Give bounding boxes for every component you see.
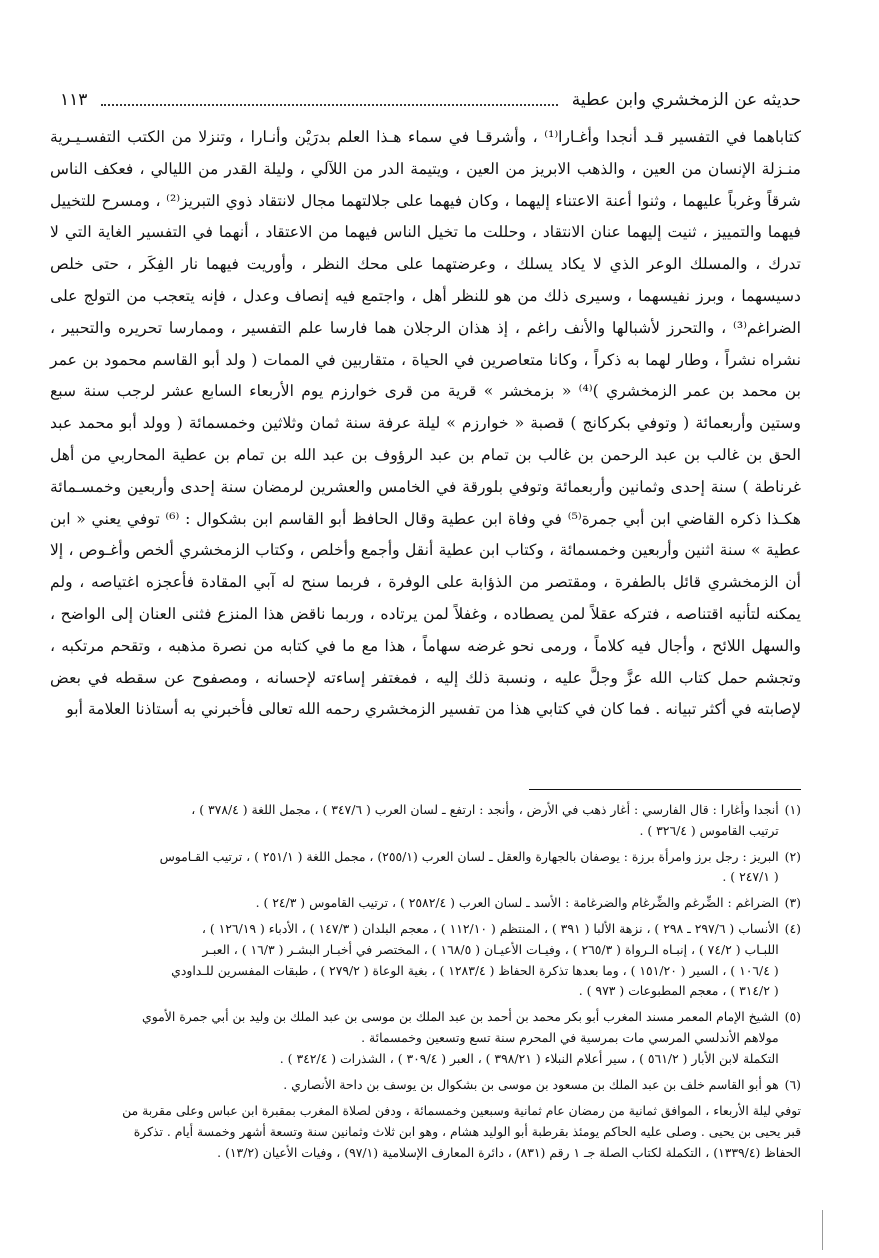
footnote-text — [50, 800, 779, 842]
footnote-number: (٦) — [784, 1076, 801, 1092]
footnote-number: (٤) — [784, 920, 801, 936]
footnote-6 — [50, 1075, 801, 1096]
footnote-line: البريز : رجل برز وامرأة برزة : يوصفان بالجهارة والعقل ـ لسان العرب (٢٥٥/١) ، مجمل اللغة ( ٢٥١/١ ) ، ترتيب القـاموس — [159, 848, 779, 864]
footnote-6-continuation — [50, 1101, 801, 1163]
footnote-line: أنجدا وأغارا : قال الفارسي : أغار ذهب في الأرض ، وأنجد : ارتفع ـ لسان العرب ( ٣٤٧/٦ ) ، مجمل اللغة ( ٣٧٨/٤ ) ، — [191, 802, 779, 817]
footnote-text — [50, 847, 779, 889]
footnote-1 — [50, 800, 801, 842]
main-text — [50, 122, 801, 726]
footnote-line: الأنساب ( ٢٩٧/٦ ـ ٢٩٨ ) ، نزهة الألبا ( ٣٩١ ) ، المنتظم ( ١١٢/١٠ ) ، معجم البلدان ( ١٤٧/٣ ) ، الأدباء ( ١٢٦/١٩ ) ، — [201, 920, 779, 936]
footnote-text — [50, 1007, 779, 1069]
footnote-number: (٢) — [784, 848, 801, 864]
footnote-5 — [50, 1007, 801, 1069]
footnote-3 — [50, 893, 801, 914]
footnote-line: ترتيب القاموس ( ٣٢٦/٤ ) . — [639, 822, 779, 838]
footnote-line: الحفاظ (١٣٣٩/٤) ، التكملة لكتاب الصلة جـ ١ رقم (٨٣١) ، دائرة المعارف الإسلامية (٩٧/١) ، وفيات الأعيان (١٣/٢) . — [217, 1144, 801, 1160]
footnote-4 — [50, 919, 801, 1002]
footnote-line: اللبـاب ( ٧٤/٢ ) ، إنبـاه الـرواة ( ٢٦٥/٣ ) ، وفيـات الأعيـان ( ١٦٨/٥ ) ، المختصر في أخبـار البشـر ( ١٦/٣ ) ، العبـر — [202, 941, 779, 957]
running-header — [60, 88, 801, 112]
footnote-line: هو أبو القاسم خلف بن عبد الملك بن مسعود بن موسى بن بشكوال بن يوسف بن داحة الأنصاري . — [283, 1076, 779, 1092]
footnote-separator — [529, 789, 801, 790]
leader-dots — [101, 104, 557, 106]
page-edge-mark — [822, 1210, 823, 1250]
footnote-number: (١) — [784, 802, 801, 817]
body-paragraph: كتاباهما في التفسير قـد أنجدا وأغـارا⁽¹⁾ ، وأشرقـا في سماء هـذا العلم بدرَيْن وأنـارا ، وتنزلا من الكتب التفسـيـرية منـزلة الإنسان من العين ، والذهب الابريز من العين ، ويتيمة الدر من اللآلي ، وليلة القدر من الليالي ، فعكف الناس شرقاً وغرباً عليهما ، وثنوا أعنة الاعتناء إليهما ، وكان فيهما على جلالتهما مجال لانتقاد ذوي التبريز⁽²⁾ ، ومسرح للتخييل فيهما والتمييز ، ثنيت إليهما عنان الانتقاد ، وحللت ما تخيل الناس فيهما من الاعتقاد ، أنهما في التفسير الغاية التي لا تدرك ، والمسلك الوعر الذي لا يكاد يسلك ، وعرضتهما على محك النظر ، وأوريت فيهما نار الفِكَر ، حتى خلص دسيسهما ، وبرز نفيسهما ، وسيرى ذلك من هو للنظر أهل ، واجتمع فيه إنصاف وعدل ، فإنه يتعجب من التولج على الضراغم⁽³⁾ ، والتحرز لأشبالها والأنف راغم ، إذ هذان الرجلان هما فارسا علم التفسير ، وممارسا تحريره والتحبير ، نشراه نشراً ، وطار لهما به ذكراً ، وكانا متعاصرين في الحياة ، متقاربين في الممات ( ولد أبو القاسم محمود بن عمر بن محمد بن عمر الزمخشري )⁽⁴⁾ « بزمخشر » قرية من قرى خوارزم يوم الأربعاء السابع عشر لرجب سنة سبع وستين وأربعمائة ( وتوفي بكركانج ) قصبة « خوارزم » ليلة عرفة سنة ثمان وثلاثين وخمسمائة ( وولد أبو محمد عبد الحق بن غالب بن عبد الرحمن بن غالب بن تمام بن عبد الرؤوف بن عبد الله بن تمام بن عطية المحاربي من أهل غرناطة ) سنة إحدى وثمانين وأربعمائة وتوفي بلورقة في الخامس والعشرين لرمضان سنة إحدى وأربعين وخمسـمائة هكـذا ذكره القاضي ابن أبي جمرة⁽⁵⁾ في وفاة ابن عطية وقال الحافظ أبو القاسم ابن بشكوال : ⁽⁶⁾ توفي يعني « ابن عطية » سنة اثنين وأربعين وخمسمائة ، وكتاب ابن عطية أنقل وأجمع وأخلص ، وكتاب الزمخشري ألخص وأغـوص ، إلا أن الزمخشري قائل بالطفرة ، ومقتصر من الذؤابة على الوفرة ، فربما سنح له آبي المقادة فأعجزه اغتياصه ، ولم يمكنه لتأنيه اقتناصه ، فتركه عقلاً لمن يصطاده ، وغفلاً لمن يرتاده ، وربما ناقض هذا المنزع فثنى العنان إلى الواضح ، والسهل اللائح ، وأجال فيه كلاماً ، ورمى نحو غرضه سهاماً ، هذا مع ما في كتابه من نصرة مذهبه ، وتقحم مرتكبه ، وتجشم حمل كتاب الله عزَّ وجلَّ عليه ، ونسبة ذلك إليه ، فمغتفر إساءته لإحسانه ، ومصفوح عن سقطه في بعض لإصابته في أكثر تبيانه . فما كان في كتابي هذا من تفسير الزمخشري رحمه الله تعالى فأخبرني به أستاذنا العلامة أبو — [50, 128, 801, 719]
footnote-number: (٥) — [784, 1009, 801, 1025]
running-title: حديثه عن الزمخشري وابن عطية — [571, 90, 801, 110]
footnote-text — [50, 893, 779, 914]
footnote-text — [50, 1075, 779, 1096]
footnote-text — [50, 919, 779, 1002]
page-number: ١١٣ — [60, 90, 88, 110]
footnote-line: التكملة لابن الأبار ( ٥٦١/٢ ) ، سير أعلام النبلاء ( ٣٩٨/٢١ ) ، العبر ( ٣٠٩/٤ ) ، الشذرات ( ٣٤٢/٤ ) . — [279, 1050, 779, 1066]
footnote-number: (٣) — [784, 895, 801, 911]
footnote-line: ( ٢٤٧/١ ) . — [722, 869, 779, 885]
footnote-line: الضراغم : الضِّرغم والضِّرغام والضرغامة : الأسد ـ لسان العرب ( ٢٥٨٢/٤ ) ، ترتيب القاموس ( ٢٤/٣ ) . — [255, 895, 779, 911]
footnotes — [50, 800, 801, 1164]
footnote-2 — [50, 847, 801, 889]
footnote-line: مولاهم الأندلسي المرسي مات بمرسية في المحرم سنة تسع وتسعين وخمسمائة . — [361, 1029, 779, 1045]
footnote-line: ( ١٠٦/٤ ) ، السير ( ١٥١/٢٠ ) ، وما بعدها تذكرة الحفاظ ( ١٢٨٣/٤ ) ، بغية الوعاة ( ٢٧٩/٢ ) ، طبقات المفسرين للـداودي — [171, 962, 779, 978]
footnote-line: ( ٣١٤/٢ ) ، معجم المطبوعات ( ٩٧٣ ) . — [578, 983, 779, 999]
footnote-line: توفي ليلة الأربعاء ، الموافق ثمانية من رمضان عام ثمانية وسبعين وخمسمائة ، ودفن لصلاة المغرب بمقبرة ابن عباس وعلى مقربة من — [122, 1103, 801, 1119]
footnote-line: الشيخ الإمام المعمر مسند المغرب أبو بكر محمد بن أحمد بن عبد الملك بن موسى بن عبد الملك بن وليد بن أبي جمرة الأموي — [142, 1009, 779, 1025]
footnote-line: قبر يحيى بن يحيى . وصلى عليه الحاكم يومئذ بقرطبة أبو الوليد هشام ، وهو ابن ثلاث وثمانين سنة وتسعة أشهر وخمسة أيام . تذكرة — [133, 1124, 801, 1140]
